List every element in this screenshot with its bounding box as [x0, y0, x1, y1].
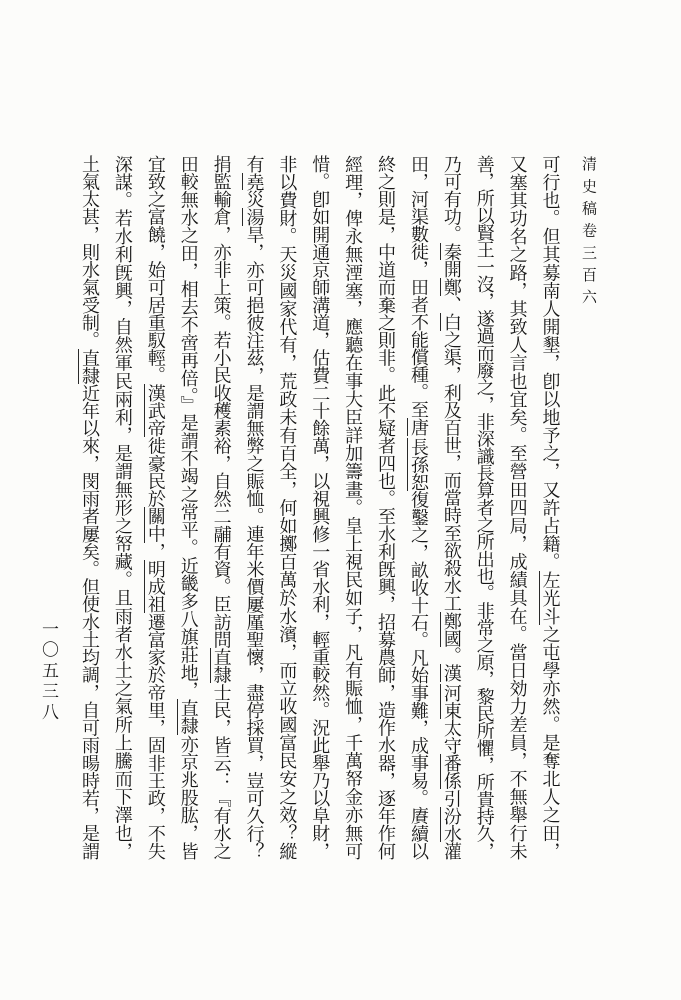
text-run: 開	[440, 260, 462, 278]
text-run: 又塞其功名之路，其致人言也宜矣。至營田四局，成績具在。當日効力差員，不無舉行未	[506, 155, 528, 861]
proper-name: 漢	[440, 664, 462, 683]
text-run: 可行也。但其募南人開墾，卽以地予之，又許占籍。	[539, 155, 561, 571]
text-column	[237, 155, 270, 860]
proper-name: 番係	[440, 754, 462, 790]
proper-name: 湯	[243, 207, 265, 226]
text-column	[72, 155, 105, 860]
proper-name: 直隸	[79, 348, 101, 385]
page-number: 一〇五三八	[38, 620, 58, 724]
text-run: 太守	[440, 719, 462, 755]
text-run: 有	[243, 155, 265, 173]
proper-name: 堯	[243, 172, 265, 191]
text-run: 亦京兆股肱，皆	[177, 734, 199, 860]
text-run: 之屯學亦然。是奪北人之田，	[539, 625, 561, 861]
text-run: 遷富家於帝里，固非王政，不失	[144, 613, 166, 860]
proper-name: 長孫恕	[407, 438, 429, 491]
proper-name: 唐	[407, 418, 429, 437]
text-column	[434, 155, 467, 860]
proper-name: 關中	[144, 507, 166, 543]
text-run: 災	[243, 190, 265, 208]
text-run: 復鑿之，畝收十石。凡始事難，成事易。賡續以	[407, 490, 429, 860]
text-run: 士民，皆云：『有水之	[210, 683, 232, 860]
proper-name: 秦	[440, 242, 462, 261]
text-run: 田，河渠數徙，田者不能償種。至	[407, 155, 429, 419]
text-run: 善，所以賢王一沒，遂過而廢之，非深識長算者之所出也。非常之原，黎民所懼，所貴持久，	[473, 155, 495, 860]
text-run: 田較無水之田，相去不啻再倍。』是謂不竭之常平。近畿多八旗莊地，	[177, 155, 199, 700]
text-column	[269, 155, 302, 860]
proper-name: 明成祖	[144, 560, 166, 614]
text-run: ，	[144, 542, 166, 561]
text-column	[467, 155, 500, 860]
proper-name: 左光斗	[539, 570, 561, 626]
proper-name: 直隸	[177, 699, 199, 735]
text-run: 乃可有功。	[440, 155, 462, 243]
text-run: 旱，亦可挹彼注茲，是謂無弊之賑恤。連年米價屢厪聖懷，盡停採買，豈可久行？	[243, 225, 265, 860]
text-run: 、	[440, 295, 462, 314]
text-run: 經理，俾永無湮塞，應聽在事大臣詳加籌畫。皇上視民如子，凡有賑恤，千萬帑金亦無可	[342, 155, 364, 861]
text-run: 近年以來，閔雨者屢矣。但使水土均調，自可雨暘時若，是謂	[79, 384, 101, 860]
proper-name: 直隸	[210, 648, 232, 684]
text-run: 徙豪民於	[144, 436, 166, 508]
proper-name: 漢武帝	[144, 384, 166, 437]
text-run: 土氣太甚，則水氣受制。	[79, 155, 101, 349]
running-head: 清史稿卷三百六	[580, 156, 598, 312]
text-column	[138, 155, 171, 860]
text-column	[368, 155, 401, 860]
proper-name: 河東	[440, 684, 462, 720]
text-column	[401, 155, 434, 860]
text-column	[171, 155, 204, 860]
text-run: 深謀。若水利旣興，自然軍民兩利，是謂無形之帑藏。且雨者水土之氣所上騰而下澤也，	[111, 155, 133, 861]
text-run: 引	[440, 789, 462, 808]
text-run: 之渠，利及百世，而當時至欲殺水工	[440, 330, 462, 612]
proper-name: 白	[440, 313, 462, 331]
text-column	[105, 155, 138, 860]
proper-name: 鄭國	[440, 611, 462, 647]
text-run: 惜。卽如開通京師溝道，估費二十餘萬，以視興修一省水利，輕重較然。況此舉乃以阜財，	[309, 155, 331, 860]
text-column	[335, 155, 368, 860]
text-column	[533, 155, 566, 860]
text-body	[72, 155, 566, 860]
text-run: 。	[440, 646, 462, 665]
text-column	[500, 155, 533, 860]
text-run: 灌	[440, 842, 462, 860]
text-run: 宜致之富饒，始可居重馭輕。	[144, 155, 166, 385]
text-run: 非以費財。天災國家代有，荒政未有百全，何如擲百萬於水濱，而立收國富民安之效？縱	[276, 155, 298, 861]
proper-name: 鄭	[440, 277, 462, 296]
text-column	[204, 155, 237, 860]
proper-name: 汾水	[440, 807, 462, 843]
text-column	[302, 155, 335, 860]
text-run: 捐監輸倉，亦非上策。若小民收穫素裕，自然二鬴有資。臣訪問	[210, 155, 232, 649]
text-run: 終之則是，中道而棄之則非。此不疑者四也。至水利旣興，招募農師，造作水器，逐年作何	[375, 155, 397, 860]
